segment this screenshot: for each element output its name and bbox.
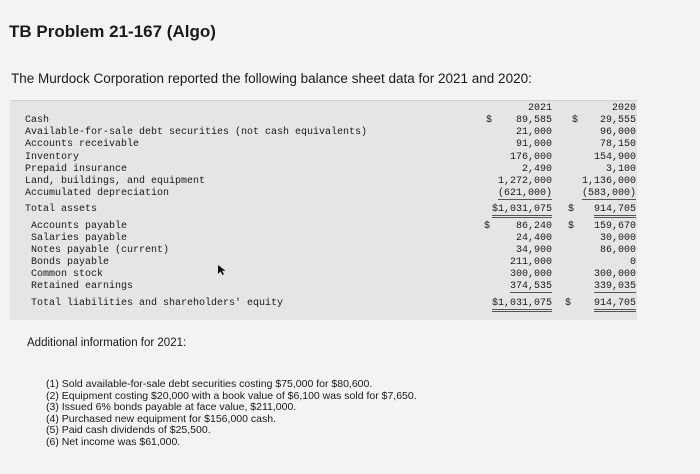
row-label: Salaries payable: [31, 233, 128, 244]
additional-info-list: [46, 379, 417, 448]
value-2021: 176,000: [509, 152, 552, 163]
value-2021: 2,490: [521, 164, 552, 175]
list-item: (2) Equipment costing $20,000 with a book value of $6,100 was sold for $7,650.: [46, 389, 417, 402]
year-header-2020: 2020: [611, 103, 636, 114]
value-2020: 29,555: [599, 115, 636, 126]
row-label: Accounts payable: [31, 221, 128, 232]
value-2021: 21,000: [515, 127, 552, 138]
value-2021: 86,240: [515, 221, 552, 232]
value-2020: 78,150: [599, 139, 636, 150]
problem-intro: The Murdock Corporation reported the following balance sheet data for 2021 and 2020:: [11, 71, 532, 86]
value-2021: $1,031,075: [492, 204, 552, 218]
list-item: (3) Issued 6% bonds payable at face value, $211,000.: [46, 401, 297, 413]
year-header-2021: 2021: [527, 103, 552, 114]
dollar-sign: $: [568, 204, 575, 215]
dollar-sign: $: [572, 115, 579, 126]
dollar-sign: $: [484, 221, 491, 232]
row-label: Cash: [25, 115, 50, 126]
row-label: Available-for-sale debt securities (not cash equivalents): [25, 127, 368, 138]
list-item: (6) Net income was $61,000.: [46, 435, 181, 448]
value-2020: 914,705: [594, 204, 636, 218]
row-label: Inventory: [25, 152, 80, 163]
value-2020: 86,000: [599, 245, 636, 256]
value-2020: (583,000): [581, 188, 636, 199]
row-label: Prepaid insurance: [25, 164, 128, 175]
value-2021: (621,000): [497, 188, 552, 199]
value-2021: 374,535: [509, 281, 552, 292]
list-item: (4) Purchased new equipment for $156,000 cash.: [46, 412, 276, 425]
list-item: (5) Paid cash dividends of $25,500.: [46, 424, 211, 436]
value-2021: 300,000: [509, 269, 552, 280]
value-2020: 339,035: [593, 281, 636, 292]
value-2021: 211,000: [509, 257, 552, 268]
row-label: Common stock: [31, 269, 104, 280]
list-item: (1) Sold available-for-sale debt securities costing $75,000 for $80,600.: [46, 378, 373, 390]
row-label: Accounts receivable: [25, 139, 140, 150]
value-2020: 154,900: [593, 152, 636, 163]
value-2020: 0: [629, 257, 636, 268]
mouse-cursor-icon: [217, 264, 227, 276]
value-2021: 91,000: [515, 139, 552, 150]
value-2020: 96,000: [599, 127, 636, 138]
problem-title: TB Problem 21-167 (Algo): [9, 22, 216, 41]
value-2020: 300,000: [593, 269, 636, 280]
value-2020: 914,705: [594, 298, 636, 312]
row-label: Accumulated depreciation: [25, 188, 170, 199]
row-label: Retained earnings: [31, 281, 134, 292]
row-label: Total assets: [25, 204, 98, 215]
row-label: Notes payable (current): [31, 245, 170, 256]
balance-sheet-table: [10, 100, 637, 320]
dollar-sign: $: [486, 115, 493, 126]
value-2021: 24,400: [515, 233, 552, 244]
dollar-sign: $: [568, 221, 575, 232]
additional-info-heading: Additional information for 2021:: [27, 337, 187, 349]
value-2020: 1,136,000: [581, 176, 636, 187]
dollar-sign: $: [565, 298, 572, 309]
row-label: Total liabilities and shareholders' equity: [31, 298, 284, 309]
value-2021: 89,585: [515, 115, 552, 126]
value-2021: 34,900: [515, 245, 552, 256]
value-2021: $1,031,075: [492, 298, 552, 312]
value-2020: 159,670: [593, 221, 636, 232]
value-2020: 30,000: [599, 233, 636, 244]
value-2020: 3,100: [605, 164, 636, 175]
row-label: Land, buildings, and equipment: [25, 176, 206, 187]
row-label: Bonds payable: [31, 257, 110, 268]
value-2021: 1,272,000: [497, 176, 552, 187]
